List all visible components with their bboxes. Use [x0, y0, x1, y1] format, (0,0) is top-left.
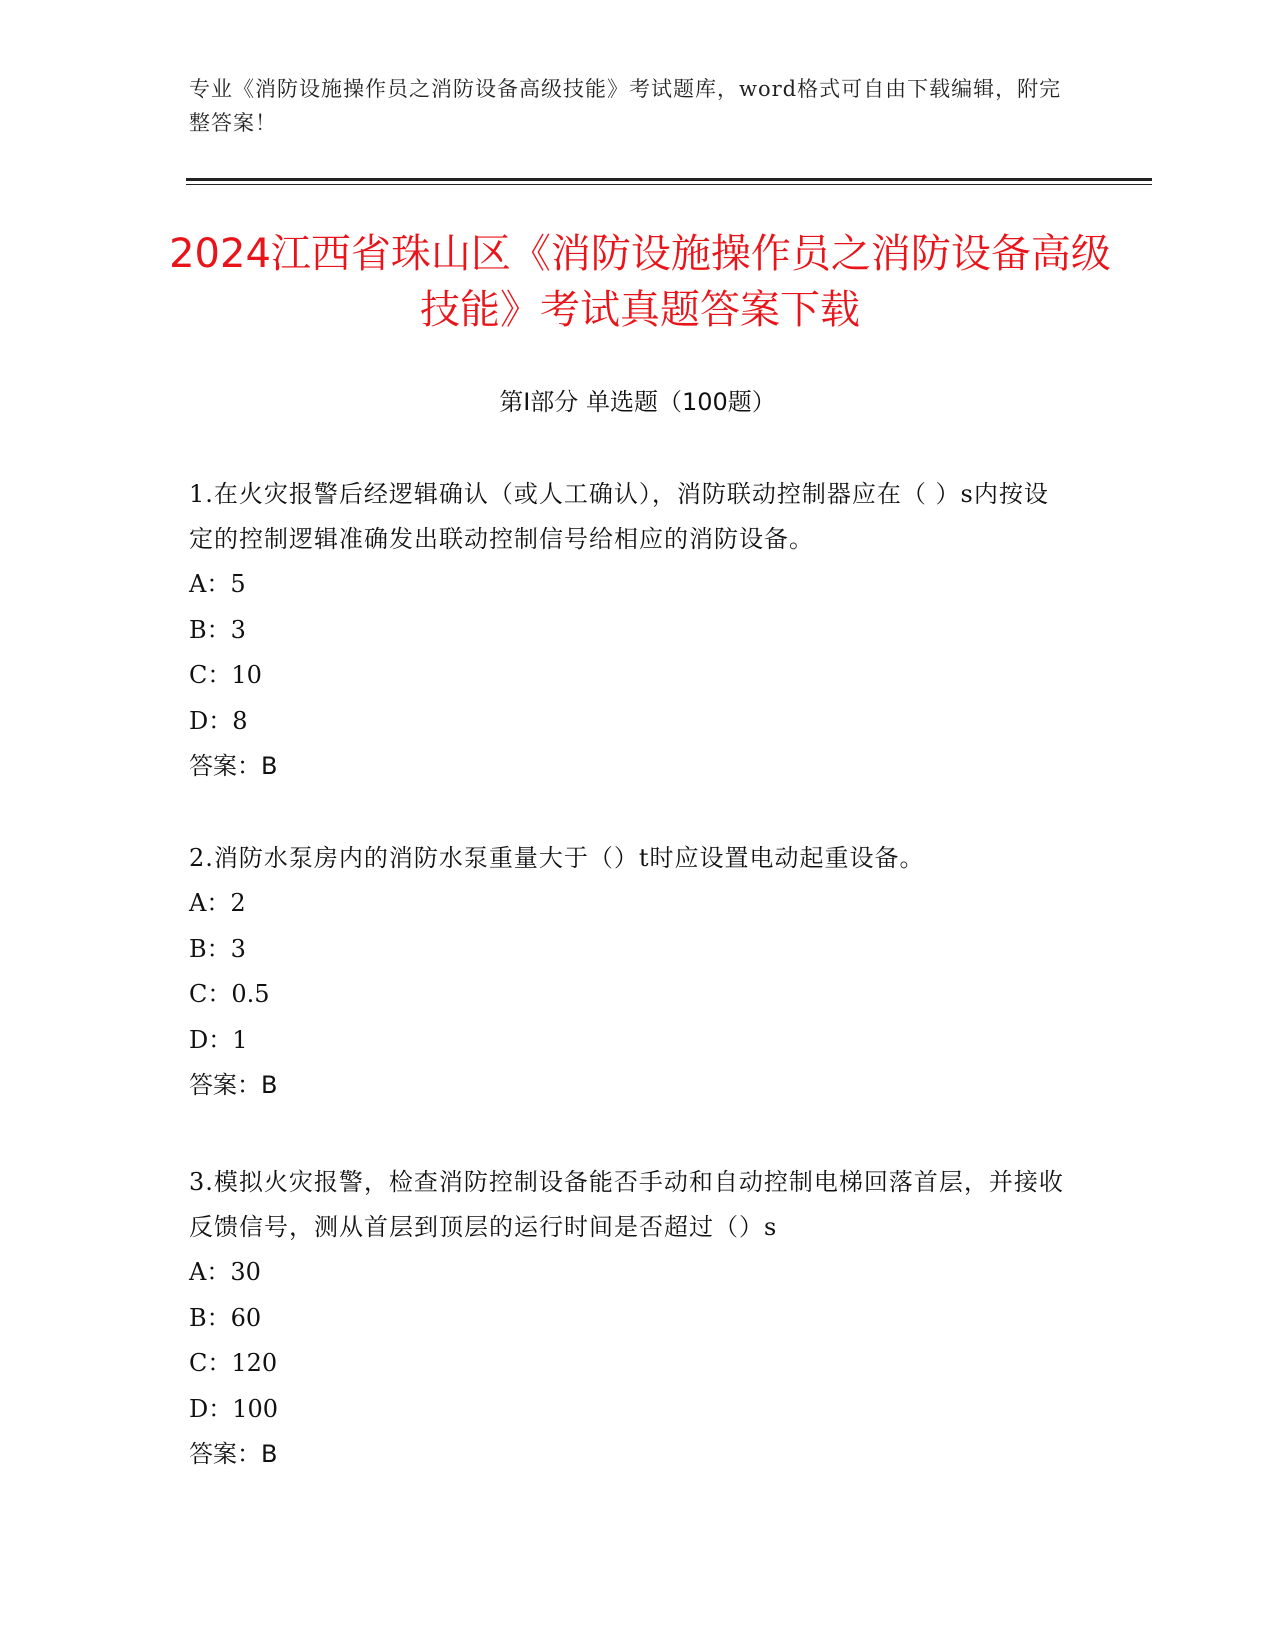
option-c: C：10 [189, 661, 262, 689]
option-b: B：3 [189, 934, 246, 963]
option-d: D：8 [189, 706, 248, 735]
option-d: D：100 [189, 1394, 279, 1423]
option-d: D：1 [189, 1025, 248, 1054]
option-a: A：5 [189, 570, 246, 598]
document-title: 2024江西省珠山区《消防设施操作员之消防设备高级技能》考试真题答案下载 [169, 231, 1111, 333]
question-3 [189, 1160, 1069, 1478]
header-rule-thick [186, 178, 1152, 181]
option-c: C：0.5 [189, 980, 270, 1008]
question-stem: 1.在火灾报警后经逻辑确认（或人工确认），消防联动控制器应在（ ）s内按设定的控制逻辑准确发出联动控制信号给相应的消防设备。 [189, 480, 1049, 553]
section-title: 第I部分 单选题（100题） [499, 388, 776, 416]
option-b: B：3 [189, 615, 246, 644]
answer: 答案：B [189, 752, 278, 780]
header-note: 专业《消防设施操作员之消防设备高级技能》考试题库，word格式可自由下载编辑，附完整答案！ [189, 77, 1062, 135]
answer: 答案：B [189, 1071, 278, 1099]
question-1 [189, 472, 1069, 790]
question-2 [189, 836, 1069, 1109]
question-stem: 3.模拟火灾报警，检查消防控制设备能否手动和自动控制电梯回落首层，并接收反馈信号，测从首层到顶层的运行时间是否超过（）s [189, 1168, 1064, 1241]
option-a: A：2 [189, 889, 246, 917]
option-c: C：120 [189, 1349, 278, 1377]
question-stem: 2.消防水泵房内的消防水泵重量大于（）t时应设置电动起重设备。 [189, 844, 925, 872]
header-rule-thin [186, 184, 1152, 185]
option-a: A：30 [189, 1258, 261, 1286]
answer: 答案：B [189, 1440, 278, 1468]
option-b: B：60 [189, 1303, 262, 1332]
